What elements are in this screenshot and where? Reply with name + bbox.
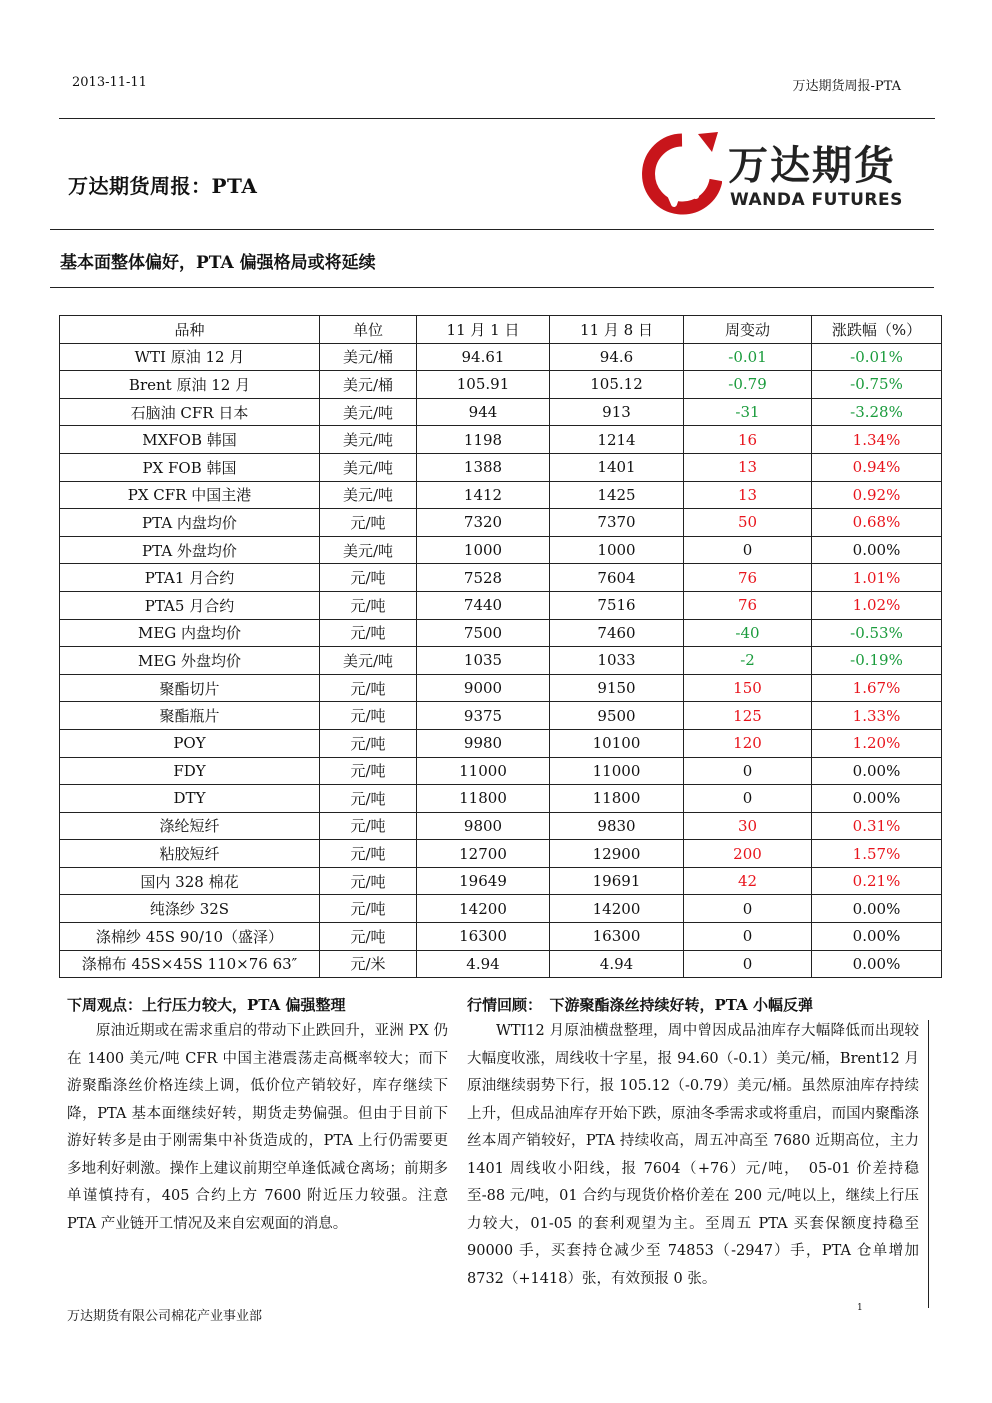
header-report-label: 万达期货周报-PTA (792, 79, 901, 94)
change-pct-cell: 1.67% (812, 674, 942, 702)
product-cell: 国内 328 棉花 (60, 867, 320, 895)
weekly-change-cell: 13 (684, 481, 812, 509)
change-pct-cell: 0.00% (812, 895, 942, 923)
weekly-change-cell: 16 (684, 426, 812, 454)
price-nov8-cell: 9150 (550, 674, 684, 702)
price-nov1-cell: 9000 (417, 674, 550, 702)
price-nov8-cell: 11000 (550, 757, 684, 785)
change-pct-cell: 0.31% (812, 812, 942, 840)
weekly-change-cell: 76 (684, 591, 812, 619)
change-pct-cell: 0.94% (812, 453, 942, 481)
weekly-change-cell: 0 (684, 536, 812, 564)
price-nov8-cell: 1033 (550, 647, 684, 675)
price-nov1-cell: 14200 (417, 895, 550, 923)
product-cell: 聚酯切片 (60, 674, 320, 702)
price-nov8-cell: 14200 (550, 895, 684, 923)
change-pct-cell: -0.19% (812, 647, 942, 675)
change-pct-cell: 1.20% (812, 729, 942, 757)
table-row (60, 536, 942, 564)
table-row (60, 867, 942, 895)
report-date: 2013-11-11 (72, 75, 147, 90)
header-weekly-change: 周变动 (684, 316, 812, 344)
change-pct-cell: 1.34% (812, 426, 942, 454)
price-nov1-cell: 11000 (417, 757, 550, 785)
report-title: 万达期货周报：PTA (68, 174, 258, 198)
price-nov1-cell: 1388 (417, 453, 550, 481)
unit-cell: 美元/吨 (320, 398, 417, 426)
header-product: 品种 (60, 316, 320, 344)
change-pct-cell: 1.01% (812, 564, 942, 592)
review-heading: 行情回顾： 下游聚酯涤丝持续好转，PTA 小幅反弹 (467, 996, 813, 1014)
price-table (59, 315, 942, 978)
change-pct-cell: -0.75% (812, 371, 942, 399)
product-cell: PTA1 月合约 (60, 564, 320, 592)
header-date-1: 11 月 1 日 (417, 316, 550, 344)
price-nov1-cell: 7500 (417, 619, 550, 647)
footer-company: 万达期货有限公司棉花产业事业部 (67, 1309, 263, 1324)
product-cell: PX FOB 韩国 (60, 453, 320, 481)
change-pct-cell: 0.92% (812, 481, 942, 509)
change-pct-cell: 1.57% (812, 840, 942, 868)
change-pct-cell: 0.00% (812, 757, 942, 785)
table-row (60, 371, 942, 399)
table-row (60, 619, 942, 647)
unit-cell: 元/米 (320, 950, 417, 978)
weekly-change-cell: -0.79 (684, 371, 812, 399)
unit-cell: 元/吨 (320, 812, 417, 840)
header-date-2: 11 月 8 日 (550, 316, 684, 344)
table-row (60, 950, 942, 978)
weekly-change-cell: -40 (684, 619, 812, 647)
weekly-change-cell: 76 (684, 564, 812, 592)
product-cell: DTY (60, 785, 320, 813)
unit-cell: 元/吨 (320, 923, 417, 951)
weekly-change-cell: 120 (684, 729, 812, 757)
table-row (60, 453, 942, 481)
weekly-change-cell: 30 (684, 812, 812, 840)
product-cell: PX CFR 中国主港 (60, 481, 320, 509)
table-body (60, 343, 942, 978)
header-divider (59, 118, 935, 119)
table-row (60, 591, 942, 619)
column-border (928, 1020, 929, 1308)
price-nov8-cell: 7516 (550, 591, 684, 619)
price-nov1-cell: 9375 (417, 702, 550, 730)
weekly-change-cell: 0 (684, 785, 812, 813)
price-nov1-cell: 94.61 (417, 343, 550, 371)
product-cell: PTA 内盘均价 (60, 509, 320, 537)
price-nov8-cell: 11800 (550, 785, 684, 813)
price-nov8-cell: 10100 (550, 729, 684, 757)
price-nov1-cell: 19649 (417, 867, 550, 895)
price-nov1-cell: 105.91 (417, 371, 550, 399)
table-row (60, 674, 942, 702)
title-divider (50, 229, 934, 230)
price-nov1-cell: 1000 (417, 536, 550, 564)
table-row (60, 509, 942, 537)
table-row (60, 757, 942, 785)
table-row (60, 812, 942, 840)
price-nov8-cell: 9500 (550, 702, 684, 730)
product-cell: 纯涤纱 32S (60, 895, 320, 923)
unit-cell: 美元/吨 (320, 481, 417, 509)
unit-cell: 美元/吨 (320, 536, 417, 564)
change-pct-cell: 0.21% (812, 867, 942, 895)
price-nov8-cell: 7604 (550, 564, 684, 592)
price-nov8-cell: 16300 (550, 923, 684, 951)
price-nov1-cell: 12700 (417, 840, 550, 868)
price-nov1-cell: 1198 (417, 426, 550, 454)
unit-cell: 元/吨 (320, 867, 417, 895)
price-nov1-cell: 944 (417, 398, 550, 426)
product-cell: PTA 外盘均价 (60, 536, 320, 564)
change-pct-cell: 1.33% (812, 702, 942, 730)
unit-cell: 美元/桶 (320, 371, 417, 399)
table-row (60, 895, 942, 923)
page-number: 1 (857, 1303, 863, 1313)
unit-cell: 元/吨 (320, 674, 417, 702)
price-nov8-cell: 1401 (550, 453, 684, 481)
unit-cell: 元/吨 (320, 591, 417, 619)
change-pct-cell: 0.00% (812, 923, 942, 951)
product-cell: 聚酯瓶片 (60, 702, 320, 730)
change-pct-cell: 0.68% (812, 509, 942, 537)
price-nov1-cell: 7528 (417, 564, 550, 592)
change-pct-cell: -0.53% (812, 619, 942, 647)
product-cell: 粘胶短纤 (60, 840, 320, 868)
table-row (60, 923, 942, 951)
table-row (60, 785, 942, 813)
price-nov8-cell: 1425 (550, 481, 684, 509)
unit-cell: 美元/吨 (320, 453, 417, 481)
company-logo (642, 130, 932, 222)
subtitle-divider (50, 287, 934, 288)
review-body: WTI12 月原油横盘整理，周中曾因成品油库存大幅降低而出现较大幅度收涨，周线收十字星，报 94.60（-0.1）美元/桶，Brent12 月原油继续弱势下行，报 105.12（-0.79）美元/桶。虽然原油库存持续上升，但成品油库存开始下跌，原油冬季需求或将重启，而国内聚酯涤丝本周产销较好，PTA 持续收高，周五冲高至 7680 近期高位，主力 1401 周线收小阳线，报 7604（+76）元/吨， 05-01 价差持稳至-88 元/吨，01 合约与现货价格价差在 200 元/吨以上，继续上行压力较大，01-05 的套利观望为主。至周五 PTA 买套保额度持稳至 90000 手，买套持仓减少至 74853（-2947）手，PTA 仓单增加 8732（+1418）张，有效预报 0 张。 (467, 1023, 919, 1287)
table-row (60, 564, 942, 592)
table-row (60, 343, 942, 371)
weekly-change-cell: 13 (684, 453, 812, 481)
unit-cell: 美元/桶 (320, 343, 417, 371)
change-pct-cell: 0.00% (812, 785, 942, 813)
weekly-change-cell: 42 (684, 867, 812, 895)
table-row (60, 840, 942, 868)
table-row (60, 702, 942, 730)
change-pct-cell: 1.02% (812, 591, 942, 619)
unit-cell: 元/吨 (320, 895, 417, 923)
weekly-change-cell: 0 (684, 757, 812, 785)
price-nov1-cell: 7440 (417, 591, 550, 619)
weekly-change-cell: 0 (684, 950, 812, 978)
unit-cell: 元/吨 (320, 619, 417, 647)
weekly-change-cell: 150 (684, 674, 812, 702)
product-cell: POY (60, 729, 320, 757)
wanda-logo-icon (642, 130, 722, 222)
report-subtitle: 基本面整体偏好，PTA 偏强格局或将延续 (60, 253, 376, 273)
product-cell: MXFOB 韩国 (60, 426, 320, 454)
table-header-row (60, 316, 942, 344)
price-nov1-cell: 16300 (417, 923, 550, 951)
price-nov8-cell: 94.6 (550, 343, 684, 371)
change-pct-cell: 0.00% (812, 950, 942, 978)
table-row (60, 647, 942, 675)
weekly-change-cell: 200 (684, 840, 812, 868)
product-cell: Brent 原油 12 月 (60, 371, 320, 399)
price-nov8-cell: 7370 (550, 509, 684, 537)
price-nov1-cell: 4.94 (417, 950, 550, 978)
logo-chinese-name: 万达期货 (728, 143, 896, 189)
price-nov8-cell: 105.12 (550, 371, 684, 399)
price-nov8-cell: 4.94 (550, 950, 684, 978)
unit-cell: 元/吨 (320, 729, 417, 757)
unit-cell: 元/吨 (320, 757, 417, 785)
header-unit: 单位 (320, 316, 417, 344)
price-nov8-cell: 913 (550, 398, 684, 426)
product-cell: WTI 原油 12 月 (60, 343, 320, 371)
table-row (60, 398, 942, 426)
weekly-change-cell: -31 (684, 398, 812, 426)
price-nov8-cell: 7460 (550, 619, 684, 647)
outlook-body: 原油近期或在需求重启的带动下止跌回升，亚洲 PX 仍在 1400 美元/吨 CFR 中国主港震荡走高概率较大；而下游聚酯涤丝价格连续上调，低价位产销较好，库存继续下降，PTA 基本面继续好转，期货走势偏强。但由于目前下游好转多是由于刚需集中补货造成的，PTA 上行仍需要更多地利好刺激。操作上建议前期空单逢低减仓离场；前期多单谨慎持有，405 合约上方 7600 附近压力较强。注意 PTA 产业链开工情况及来自宏观面的消息。 (67, 1023, 448, 1232)
outlook-heading: 下周观点：上行压力较大，PTA 偏强整理 (67, 996, 346, 1014)
price-nov8-cell: 12900 (550, 840, 684, 868)
price-nov8-cell: 1000 (550, 536, 684, 564)
price-nov8-cell: 1214 (550, 426, 684, 454)
table-row (60, 729, 942, 757)
outlook-section (67, 992, 448, 1238)
price-nov1-cell: 9980 (417, 729, 550, 757)
product-cell: 涤棉纱 45S 90/10（盛泽） (60, 923, 320, 951)
unit-cell: 元/吨 (320, 785, 417, 813)
price-nov1-cell: 7320 (417, 509, 550, 537)
weekly-change-cell: 125 (684, 702, 812, 730)
unit-cell: 元/吨 (320, 509, 417, 537)
weekly-change-cell: 0 (684, 895, 812, 923)
unit-cell: 美元/吨 (320, 426, 417, 454)
unit-cell: 元/吨 (320, 564, 417, 592)
change-pct-cell: -3.28% (812, 398, 942, 426)
product-cell: 涤棉布 45S×45S 110×76 63″ (60, 950, 320, 978)
change-pct-cell: 0.00% (812, 536, 942, 564)
price-nov8-cell: 9830 (550, 812, 684, 840)
table-row (60, 426, 942, 454)
logo-english-name: WANDA FUTURES (730, 190, 903, 210)
product-cell: MEG 内盘均价 (60, 619, 320, 647)
product-cell: MEG 外盘均价 (60, 647, 320, 675)
review-section (467, 992, 919, 1293)
weekly-change-cell: 0 (684, 923, 812, 951)
price-nov1-cell: 1412 (417, 481, 550, 509)
unit-cell: 美元/吨 (320, 647, 417, 675)
product-cell: 石脑油 CFR 日本 (60, 398, 320, 426)
product-cell: FDY (60, 757, 320, 785)
header-change-pct: 涨跌幅（%） (812, 316, 942, 344)
weekly-change-cell: -2 (684, 647, 812, 675)
product-cell: 涤纶短纤 (60, 812, 320, 840)
unit-cell: 元/吨 (320, 840, 417, 868)
weekly-change-cell: -0.01 (684, 343, 812, 371)
unit-cell: 元/吨 (320, 702, 417, 730)
change-pct-cell: -0.01% (812, 343, 942, 371)
price-nov1-cell: 1035 (417, 647, 550, 675)
price-nov1-cell: 9800 (417, 812, 550, 840)
product-cell: PTA5 月合约 (60, 591, 320, 619)
price-nov8-cell: 19691 (550, 867, 684, 895)
price-nov1-cell: 11800 (417, 785, 550, 813)
weekly-change-cell: 50 (684, 509, 812, 537)
table-row (60, 481, 942, 509)
